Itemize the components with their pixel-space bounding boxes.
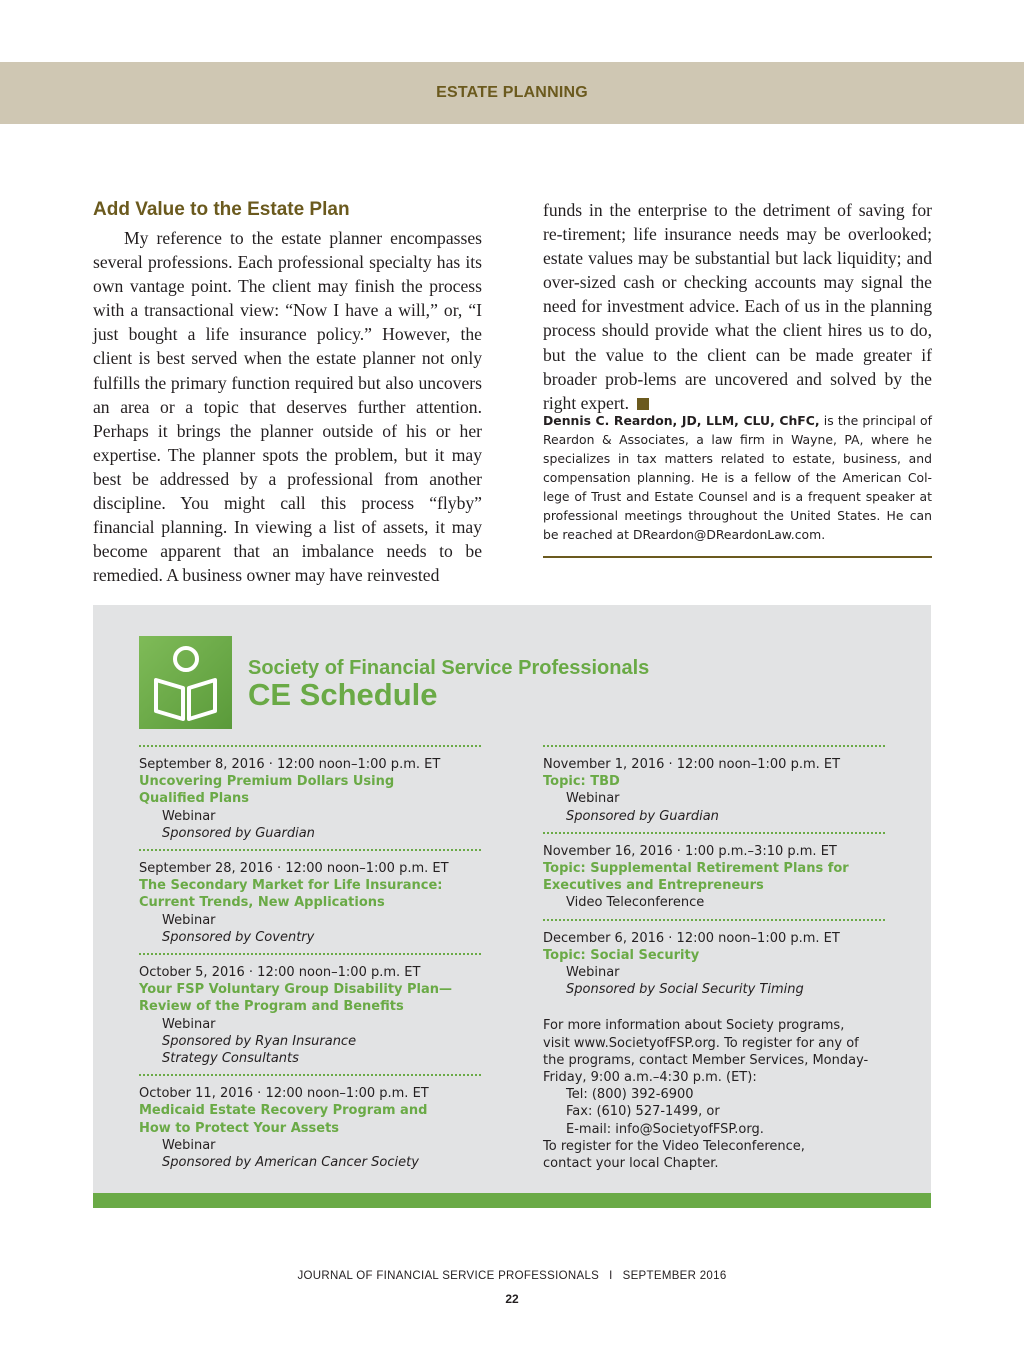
info-line: Friday, 9:00 a.m.–4:30 p.m. (ET): <box>543 1070 757 1086</box>
event-topic: Qualified Plans <box>139 791 250 807</box>
info-line: For more information about Society programs, <box>543 1018 845 1034</box>
event-format: Webinar <box>162 1137 216 1153</box>
event-topic: Medicaid Estate Recovery Program and <box>139 1103 428 1119</box>
article-paragraph-left: My reference to the estate planner encompasses several professions. Each professional specialty has its own vantage point. The client may finish the process with a transactional view: “Now I have a will,” or, “I just bought a life insurance policy.” However, the client is best served when the estate planner not only fulfills the primary function required but also uncovers an area or a topic that deserves further attention. Perhaps it brings the planner outside of his or her expertise. The planner spots the problem, but it may best be addressed by a professional from another discipline. You might call this process “flyby” financial planning. In viewing a list of assets, it may become apparent that an imbalance needs to be remedied. A business owner may have reinvested <box>93 228 482 586</box>
footer-journal: JOURNAL OF FINANCIAL SERVICE PROFESSIONALS <box>297 1270 600 1282</box>
section-title: ESTATE PLANNING <box>436 84 588 101</box>
footer-issue: SEPTEMBER 2016 <box>622 1270 727 1282</box>
section-header-band <box>0 62 1024 124</box>
info-tel: Tel: (800) 392-6900 <box>566 1087 694 1103</box>
event-topic: The Secondary Market for Life Insurance: <box>139 878 443 894</box>
ce-event <box>139 1074 481 1178</box>
ce-info-block <box>543 1017 885 1172</box>
event-sponsor: Sponsored by Guardian <box>162 825 315 841</box>
event-topic: Executives and Entrepreneurs <box>543 878 764 894</box>
article-right-column <box>543 198 932 415</box>
footer-separator: I <box>609 1270 613 1282</box>
ce-event <box>139 953 481 1074</box>
article-left-column <box>93 198 482 587</box>
ce-events-right-list <box>543 745 885 1005</box>
event-date: November 16, 2016 · 1:00 p.m.–3:10 p.m. ET <box>543 843 837 859</box>
event-format: Webinar <box>162 1016 216 1032</box>
event-topic: How to Protect Your Assets <box>139 1120 340 1136</box>
event-format: Video Teleconference <box>566 895 705 911</box>
event-date: October 5, 2016 · 12:00 noon–1:00 p.m. ET <box>139 965 421 981</box>
event-topic: Uncovering Premium Dollars Using <box>139 774 395 790</box>
event-topic: Current Trends, New Applications <box>139 895 385 911</box>
ce-events-left-column <box>139 745 481 1178</box>
ce-schedule-title: CE Schedule <box>248 677 438 712</box>
ce-organization-title: Society of Financial Service Professionals <box>248 657 650 679</box>
event-topic: Topic: Supplemental Retirement Plans for <box>543 861 849 877</box>
info-closing-line: To register for the Video Teleconference, <box>543 1138 805 1154</box>
event-format: Webinar <box>162 808 216 824</box>
event-sponsor: Sponsored by Coventry <box>162 929 315 945</box>
event-topic: Your FSP Voluntary Group Disability Plan— <box>139 982 453 998</box>
article-paragraph-right-text: funds in the enterprise to the detriment of saving for re-tirement; life insurance needs may be overlooked; estate values may be substantial but lack liquidity; and over-sized cash or checking accounts may signal the need for investment advice. Each of us in the planning process should provide what the client hires us to do, but the value to the client can be made greater if broader prob-lems are uncovered and solved by the right expert. <box>543 200 932 413</box>
person-reading-book-icon <box>139 636 232 729</box>
ce-event <box>139 745 481 849</box>
event-sponsor: Sponsored by Ryan Insurance <box>162 1033 357 1049</box>
event-date: September 28, 2016 · 12:00 noon–1:00 p.m. ET <box>139 861 449 877</box>
ce-schedule-panel <box>93 605 931 1208</box>
page-number: 22 <box>505 1292 519 1306</box>
event-format: Webinar <box>566 791 620 807</box>
author-bio <box>543 398 932 558</box>
event-date: November 1, 2016 · 12:00 noon–1:00 p.m. ET <box>543 757 841 772</box>
info-email: E-mail: info@SocietyofFSP.org. <box>566 1121 764 1137</box>
info-closing-line: contact your local Chapter. <box>543 1156 719 1172</box>
event-date: September 8, 2016 · 12:00 noon–1:00 p.m. ET <box>139 757 441 772</box>
ce-events-right-column <box>543 745 885 1172</box>
event-topic: Topic: Social Security <box>543 947 700 963</box>
event-sponsor: Strategy Consultants <box>162 1051 299 1067</box>
event-sponsor: Sponsored by Social Security Timing <box>566 982 804 998</box>
author-name: Dennis C. Reardon, JD, LLM, CLU, ChFC, <box>543 413 820 428</box>
event-sponsor: Sponsored by Guardian <box>566 808 719 824</box>
article-paragraph-right <box>543 198 932 415</box>
article-heading: Add Value to the Estate Plan <box>93 199 350 220</box>
author-bio-body: is the principal of Reardon & Associates, a law firm in Wayne, PA, where he specializes in tax matters related to estate, business, and compensation planning. He is a fellow of the American Col-lege of Trust and Estate Counsel and is a frequent speaker at professional meetings throughout the United States. He can be reached at DReardon@DReardonLaw.com. <box>543 413 932 542</box>
info-fax: Fax: (610) 527-1499, or <box>566 1104 720 1120</box>
info-line: visit www.SocietyofFSP.org. To register for any of <box>543 1035 859 1051</box>
event-sponsor: Sponsored by American Cancer Society <box>162 1155 419 1171</box>
event-date: October 11, 2016 · 12:00 noon–1:00 p.m. ET <box>139 1086 429 1102</box>
event-topic: Review of the Program and Benefits <box>139 999 404 1015</box>
ce-event <box>543 745 885 832</box>
ce-event <box>543 919 885 1006</box>
page-footer <box>0 1270 1024 1282</box>
info-line: the programs, contact Member Services, Monday- <box>543 1052 869 1068</box>
ce-panel-footer-bar <box>93 1193 931 1208</box>
event-format: Webinar <box>566 965 620 981</box>
ce-event <box>139 849 481 953</box>
event-date: December 6, 2016 · 12:00 noon–1:00 p.m. ET <box>543 930 840 946</box>
author-bio-text <box>543 411 932 544</box>
event-format: Webinar <box>162 912 216 928</box>
event-topic: Topic: TBD <box>543 774 620 790</box>
ce-event <box>543 832 885 919</box>
